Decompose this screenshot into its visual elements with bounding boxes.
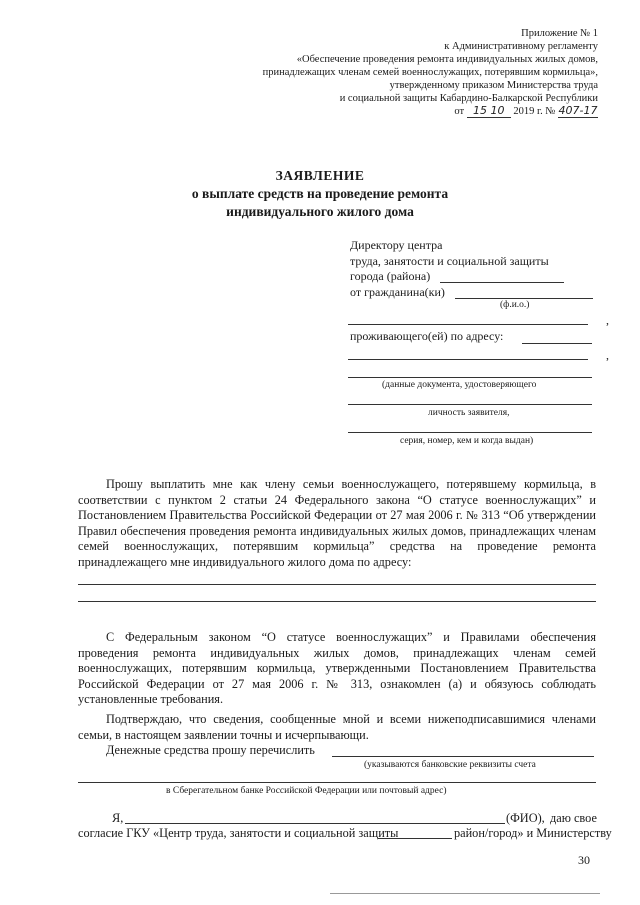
address-blank-line-2 [348,359,588,360]
bank-caption-1: (указываются банковские реквизиты счета [364,760,536,770]
annex-line-4: принадлежащих членам семей военнослужащих, потерявшим кормильца», [262,67,598,78]
city-blank-line [440,282,564,283]
page-number: 30 [578,853,590,867]
annex-line-5: утвержденному приказом Министерства труда [389,80,598,91]
addressee-line-2: труда, занятости и социальной защиты [350,254,549,268]
bank-caption-2: в Сберегательном банке Российской Федерации или почтовый адрес) [166,786,447,796]
comma-mark: , [606,313,609,327]
paragraph-confirmation: Подтверждаю, что сведения, сообщенные мной и всеми нижеподписавшимися членами семьи, в настоящем заявлении точны и исчерпывающи. [78,712,596,742]
comma-mark-2: , [606,348,609,362]
addressee-line-4: от гражданина(ки) [350,285,445,299]
bottom-edge-line [330,893,600,894]
handwritten-number: 407-17 [558,104,598,117]
consent-fio-line [125,823,505,824]
fio-caption: (ф.и.о.) [500,300,530,310]
address-blank-line-1 [522,343,592,344]
consent-line-2-start: согласие ГКУ «Центр труда, занятости и социальной защиты [78,826,399,840]
fio-blank-line [348,324,588,325]
annex-line-3: «Обеспечение проведения ремонта индивидуальных жилых домов, [296,54,598,65]
paragraph-request: Прошу выплатить мне как члену семьи военнослужащего, потерявшему кормильца, в соответствии с пунктом 2 статьи 24 Федерального закона “О статусе военнослужащих” и Постановлением Правительства Российской Федерации от 27 мая 2006 г. № 313 “Об утверждении Правил обеспечения проведения ремонта индивидуальных жилых домов, принадлежащих членам семей военнослужащих, потерявшим кормильца” средства на проведение ремонта принадлежащего мне индивидуального жилого дома по адресу: [78,477,596,569]
annex-line-2: к Административному регламенту [444,41,598,52]
property-address-line-2 [78,601,596,602]
addressee-line-3: города (района) [350,269,431,283]
bank-details-line-1 [332,756,594,757]
consent-fio-label: (ФИО), [506,811,545,825]
paragraph-acknowledgement: С Федеральным законом “О статусе военнослужащих” и Правилами обеспечения проведения ремонта индивидуальных жилых домов, принадлежащих членам семей военнослужащих, потерявшим кормильца, утвержденными Постановлением Правительства Российской Федерации от 27 мая 2006 г. № 313, ознакомлен (а) и обязуюсь соблюдать установленные требования. [78,630,596,706]
property-address-line-1 [78,584,596,585]
consent-district-line [378,838,452,839]
doc-caption-2: личность заявителя, [428,408,510,418]
citizen-blank-line [455,298,593,299]
residing-label: проживающего(ей) по адресу: [350,329,504,343]
document-blank-line-2 [348,404,592,405]
doc-title: ЗАЯВЛЕНИЕ [275,168,365,183]
handwritten-date: 15 10 [467,104,511,118]
document-blank-line-1 [348,377,592,378]
doc-subtitle-2: индивидуального жилого дома [226,204,414,219]
document-blank-line-3 [348,432,592,433]
doc-subtitle-1: о выплате средств на проведение ремонта [191,186,449,201]
annex-date-row [454,104,598,118]
consent-rest: даю свое [550,811,597,825]
consent-line-2-end: район/город» и Министерству [454,826,612,840]
addressee-line-1: Директору центра [350,238,443,252]
doc-caption-1: (данные документа, удостоверяющего [382,380,537,390]
doc-caption-3: серия, номер, кем и когда выдан) [400,436,534,446]
annex-line-6: и социальной защиты Кабардино-Балкарской Республики [339,93,598,104]
annex-line-1: Приложение № 1 [521,28,598,39]
annex-date-year: 2019 г. № [513,106,556,117]
annex-date-prefix: от [454,106,465,117]
bank-details-line-2 [78,782,596,783]
transfer-label: Денежные средства прошу перечислить [106,743,315,757]
consent-start: Я, [112,811,124,825]
